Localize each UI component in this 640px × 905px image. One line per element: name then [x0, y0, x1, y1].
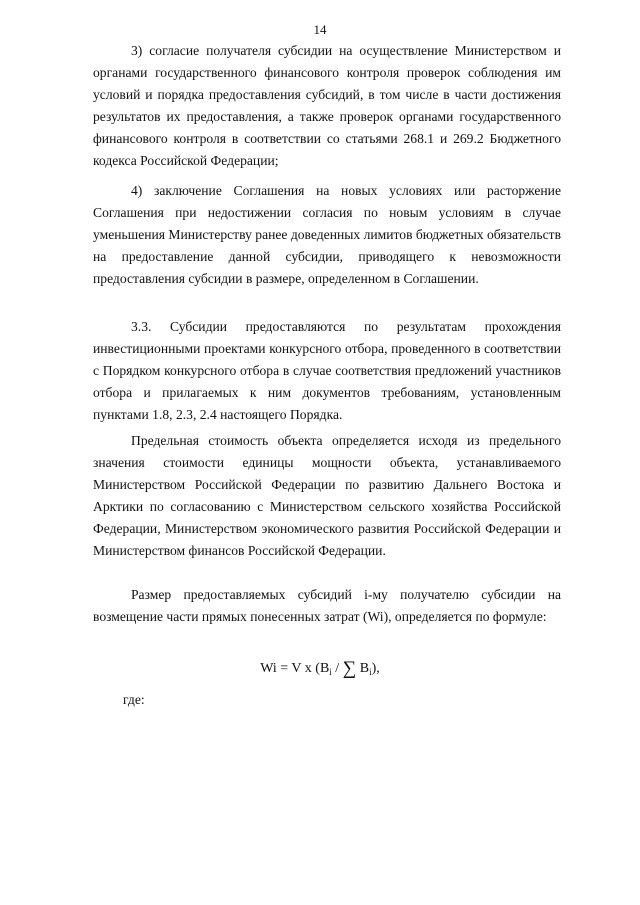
paragraph-3-3: 3.3. Субсидии предоставляются по результатам прохождения инвестиционными проектами конкурсного отбора, проведенного в соответствии с Порядком конкурсного отбора в случае соответствия предложений участников отбора и прилагаемых к ним документов требованиям, установленным пунктами 1.8, 2.3, 2.4 настоящего Порядка. [93, 319, 561, 422]
formula-left: Wi = V x (B [260, 661, 330, 676]
formula-b: B [356, 661, 370, 676]
paragraph-consent: 3) согласие получателя субсидии на осуществление Министерством и органами государственного финансового контроля проверок соблюдения им условий и порядка предоставления субсидий, в том числе в части достижения результатов их предоставления, а также проверок органами государственного финансового контроля в соответствии со статьями 268.1 и 269.2 Бюджетного кодекса Российской Федерации; [93, 43, 561, 168]
formula-end: ), [371, 661, 380, 676]
formula-sub-2: i [369, 667, 372, 677]
page-number: 14 [313, 22, 327, 37]
formula-sub-1: i [329, 667, 332, 677]
where-label: где: [123, 692, 145, 707]
paragraph-limit-cost: Предельная стоимость объекта определяется исходя из предельного значения стоимости единицы мощности объекта, устанавливаемого Министерством Российской Федерации по развитию Дальнего Востока и Арктики по согласованию с Министерством сельского хозяйства Российской Федерации, Министерством экономического развития Российской Федерации и Министерством финансов Российской Федерации. [93, 433, 561, 558]
sigma-symbol: ∑ [342, 658, 357, 679]
paragraph-subsidy-size: Размер предоставляемых субсидий i-му получателю субсидии на возмещение части прямых понесенных затрат (Wi), определяется по формуле: [93, 587, 561, 624]
formula-divide: / [331, 661, 343, 676]
formula [0, 658, 640, 680]
paragraph-agreement: 4) заключение Соглашения на новых условиях или расторжение Соглашения при недостижении согласия по новым условиям в случае уменьшения Министерству ранее доведенных лимитов бюджетных обязательств на предоставление данной субсидии, приводящего к невозможности предоставления субсидии в размере, определенном в Соглашении. [93, 183, 562, 286]
